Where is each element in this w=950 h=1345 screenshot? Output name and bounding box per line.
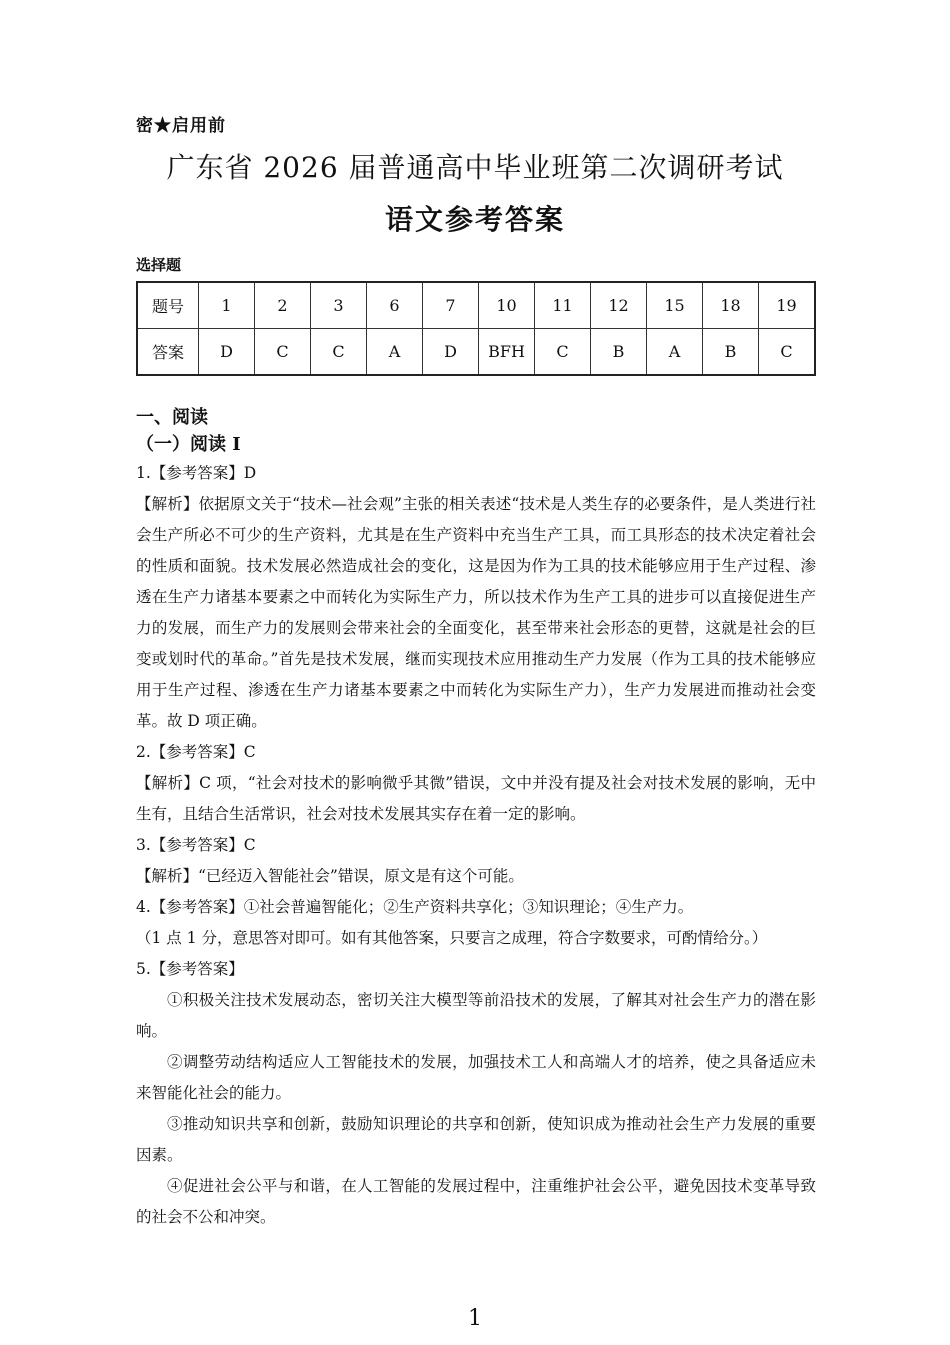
exam-title: 广东省 2026 届普通高中毕业班第二次调研考试 <box>166 151 784 184</box>
question-cell: 11 <box>535 282 591 329</box>
answer-key-title: 语文参考答案 <box>384 203 565 236</box>
reading-subsection-heading: （一）阅读 I <box>136 434 241 455</box>
answer-point: ②调整劳动结构适应人工智能技术的发展，加强技术工人和高端人才的培养，使之具备适应未来智能化社会的能力。 <box>136 1053 816 1102</box>
analysis-paragraph: 【解析】依据原文关于“技术—社会观”主张的相关表述“技术是人类生存的必要条件，是人类进行社会生产所必不可少的生产资料，尤其是在生产资料中充当生产工具，而工具形态的技术决定着社会的性质和面貌。技术发展必然造成社会的变化，这是因为作为工具的技术能够应用于生产过程、渗透在生产力诸基本要素之中而转化为实际生产力，所以技术作为生产工具的进步可以直接促进生产力的发展，而生产力的发展则会带来社会的全面变化，甚至带来社会形态的更替，这就是社会的巨变或划时代的革命。”首先是技术发展，继而实现技术应用推动生产力发展（作为工具的技术能够应用于生产过程、渗透在生产力诸基本要素之中而转化为实际生产力），生产力发展进而推动社会变革。故 D 项正确。 <box>136 495 816 730</box>
answer-cell: B <box>703 329 759 376</box>
question-cell: 7 <box>423 282 479 329</box>
question-cell: 10 <box>479 282 535 329</box>
answer-point: ④促进社会公平与和谐，在人工智能的发展过程中，注重维护社会公平，避免因技术变革导致的社会不公和冲突。 <box>136 1177 816 1226</box>
answer-point: ①积极关注技术发展动态，密切关注大模型等前沿技术的发展，了解其对社会生产力的潜在影响。 <box>136 991 816 1040</box>
answer-line: 4.【参考答案】①社会普遍智能化；②生产资料共享化；③知识理论；④生产力。 <box>136 898 694 916</box>
answer-cell: A <box>367 329 423 376</box>
question-cell: 3 <box>311 282 367 329</box>
question-cell: 18 <box>703 282 759 329</box>
question-cell: 15 <box>647 282 703 329</box>
choice-section-label: 选择题 <box>136 256 182 274</box>
row-header-question: 题号 <box>137 282 199 329</box>
question-cell: 19 <box>759 282 816 329</box>
answer-line: 3.【参考答案】C <box>136 836 256 854</box>
reading-section-heading: 一、阅读 <box>136 407 208 428</box>
answer-table <box>136 281 816 376</box>
question-cell: 6 <box>367 282 423 329</box>
answer-line: 1.【参考答案】D <box>136 464 257 482</box>
question-cell: 1 <box>199 282 255 329</box>
answer-point: ③推动知识共享和创新，鼓励知识理论的共享和创新，使知识成为推动社会生产力发展的重要因素。 <box>136 1115 816 1164</box>
answer-body <box>136 458 816 1233</box>
confidential-mark: 密★启用前 <box>136 116 226 136</box>
scoring-note: （1 点 1 分，意思答对即可。如有其他答案，只要言之成理，符合字数要求，可酌情给分。） <box>136 929 768 947</box>
answer-cell: D <box>199 329 255 376</box>
answer-cell: A <box>647 329 703 376</box>
answer-cell: C <box>535 329 591 376</box>
question-cell: 2 <box>255 282 311 329</box>
answer-cell: BFH <box>479 329 535 376</box>
answer-cell: C <box>311 329 367 376</box>
answer-cell: D <box>423 329 479 376</box>
answer-cell: C <box>255 329 311 376</box>
answer-cell: C <box>759 329 816 376</box>
page-number: 1 <box>468 1306 482 1331</box>
row-header-answer: 答案 <box>137 329 199 376</box>
analysis-paragraph: 【解析】C 项，“社会对技术的影响微乎其微”错误，文中并没有提及社会对技术发展的影响，无中生有，且结合生活常识，社会对技术发展其实存在着一定的影响。 <box>136 774 816 823</box>
analysis-paragraph: 【解析】“已经迈入智能社会”错误，原文是有这个可能。 <box>136 867 524 885</box>
answer-cell: B <box>591 329 647 376</box>
answer-line: 2.【参考答案】C <box>136 743 256 761</box>
question-cell: 12 <box>591 282 647 329</box>
question-number-row <box>137 282 815 329</box>
answer-row <box>137 329 815 376</box>
answer-line: 5.【参考答案】 <box>136 960 244 978</box>
